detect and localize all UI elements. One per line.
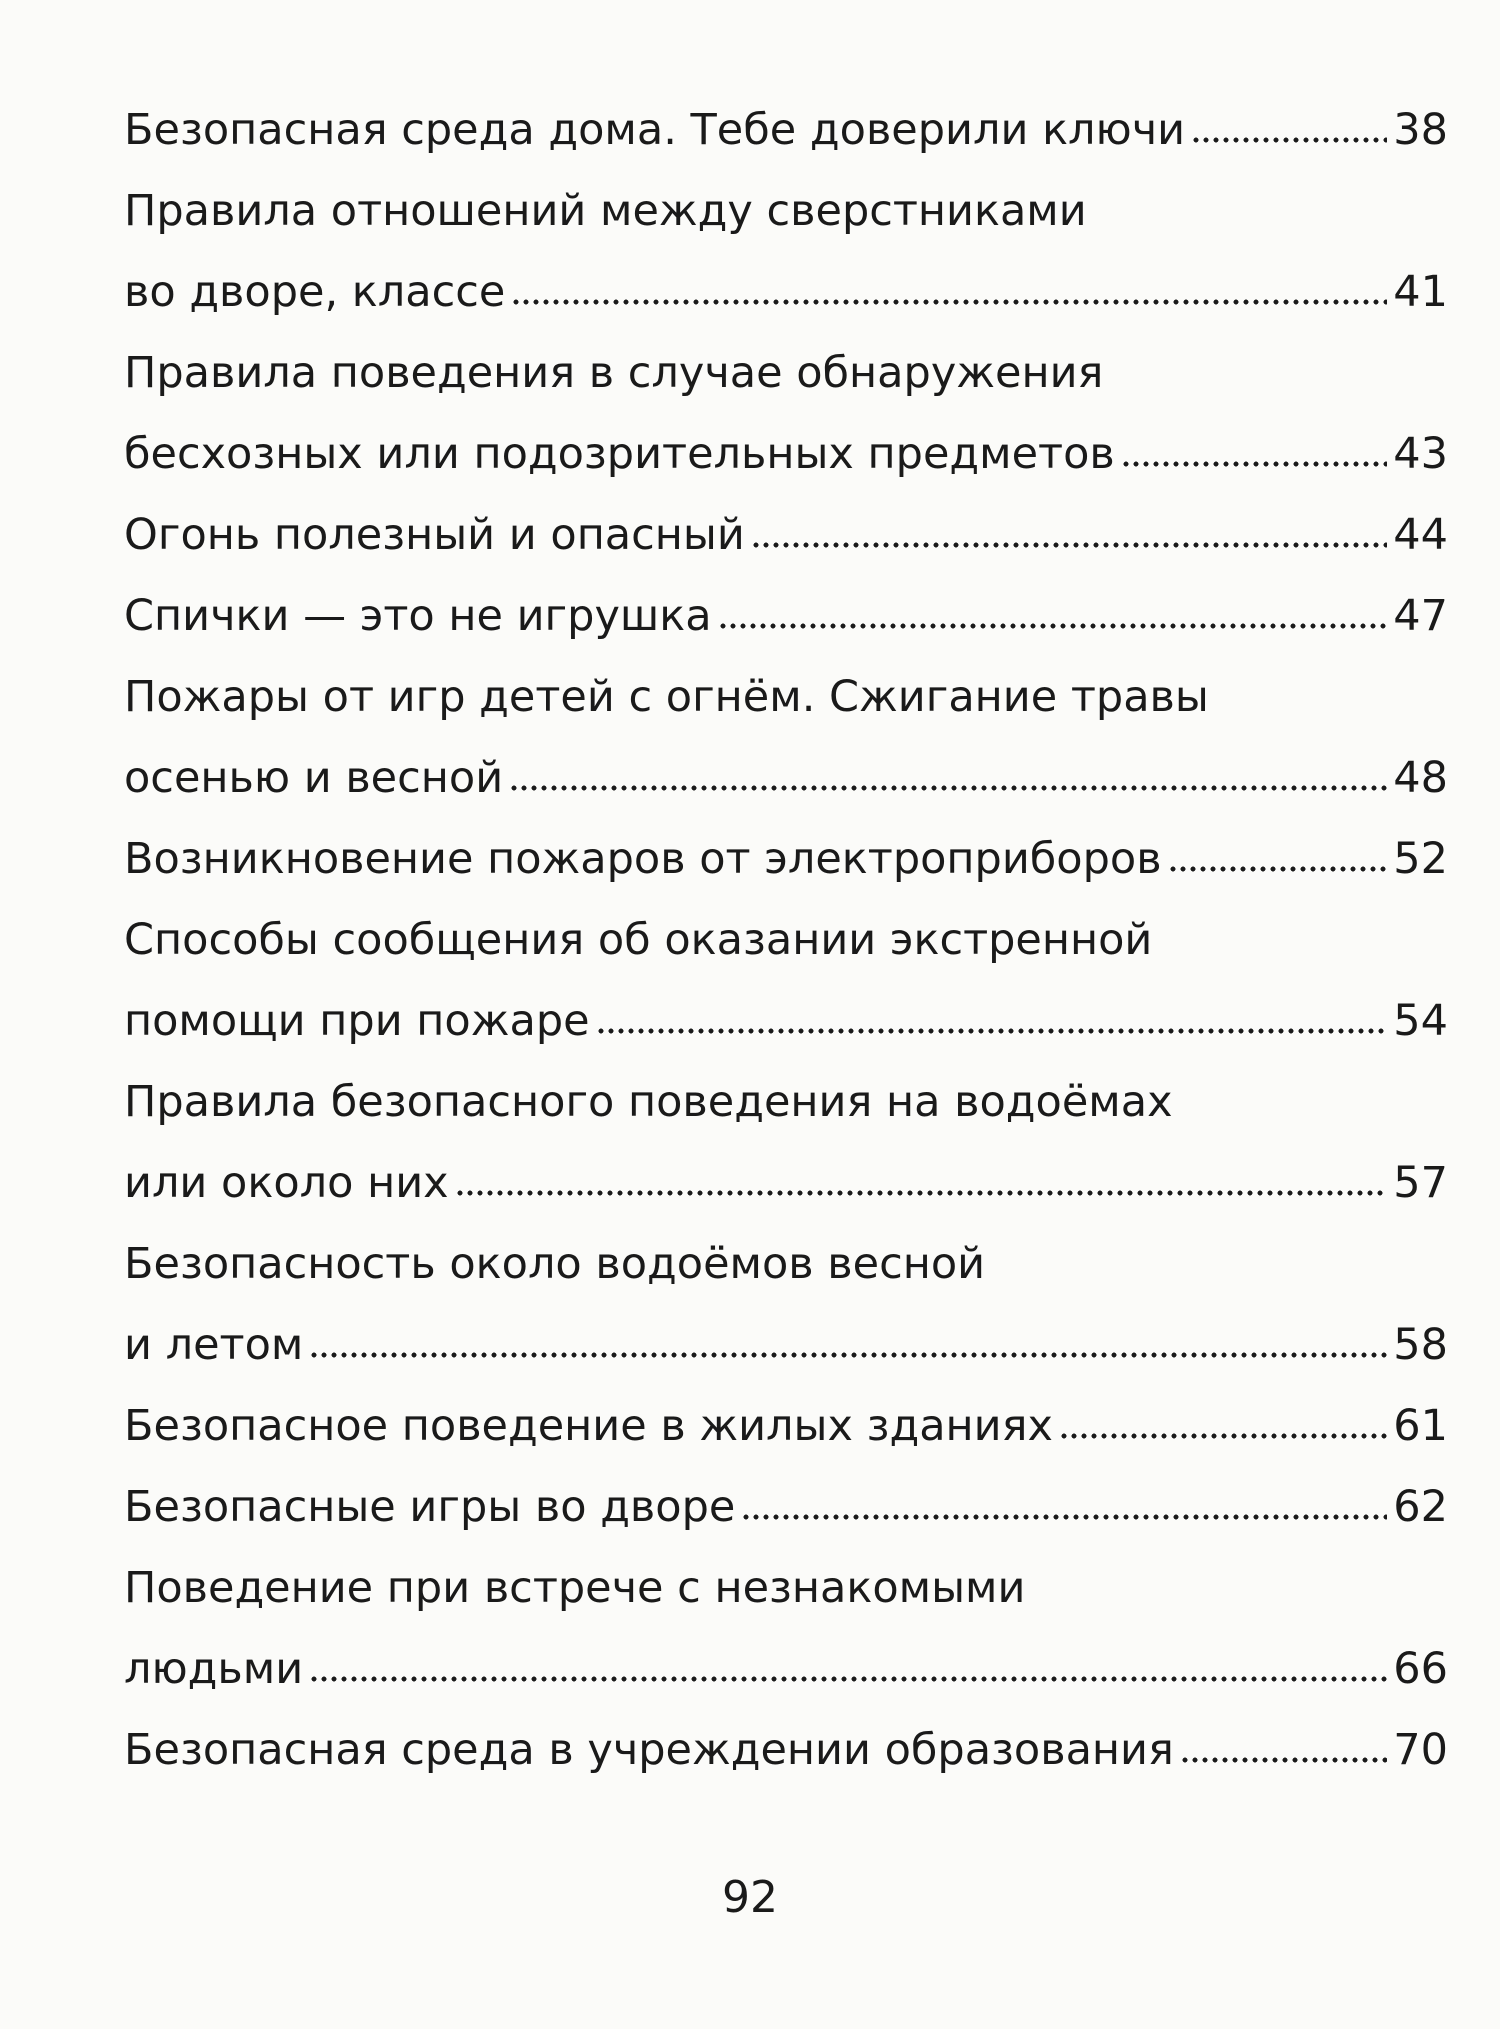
toc-entry-title: Пожары от игр детей с огнём. Сжигание травы [124, 672, 1209, 722]
toc-entry-line [124, 1305, 1448, 1386]
toc-page-number: 66 [1393, 1644, 1448, 1694]
toc-entry-title: или около них [124, 1158, 449, 1208]
toc-entry-line [124, 981, 1448, 1062]
toc-entry-title: бесхозных или подозрительных предметов [124, 429, 1115, 479]
dot-leader [309, 1673, 1387, 1685]
toc-entry-line [124, 1548, 1448, 1629]
toc-entry[interactable] [124, 1548, 1448, 1710]
toc-entry[interactable] [124, 819, 1448, 900]
toc-entry-title: Огонь полезный и опасный [124, 510, 745, 560]
toc-page-number: 38 [1393, 105, 1448, 155]
dot-leader [509, 782, 1387, 794]
toc-entry-title: Правила поведения в случае обнаружения [124, 348, 1104, 398]
toc-entry[interactable] [124, 576, 1448, 657]
dot-leader [1191, 134, 1387, 146]
toc-entry-title: осенью и весной [124, 753, 504, 803]
toc-entry-line [124, 1467, 1448, 1548]
dot-leader [1121, 458, 1388, 470]
toc-entry-line [124, 576, 1448, 657]
toc-entry-title: и летом [124, 1320, 304, 1370]
toc-entry-title: Безопасность около водоёмов весной [124, 1239, 986, 1289]
toc-entry-title: Возникновение пожаров от электроприборов [124, 834, 1162, 884]
toc-entry[interactable] [124, 1467, 1448, 1548]
toc-page-number: 57 [1393, 1158, 1448, 1208]
toc-entry[interactable] [124, 495, 1448, 576]
toc-entry-line [124, 252, 1448, 333]
toc-entry-line [124, 738, 1448, 819]
toc-entry-line [124, 1224, 1448, 1305]
toc-entry[interactable] [124, 1062, 1448, 1224]
dot-leader [1180, 1754, 1387, 1766]
toc-entry-line [124, 1386, 1448, 1467]
toc-entry-title: помощи при пожаре [124, 996, 590, 1046]
page-number: 92 [722, 1872, 778, 1923]
toc-page-number: 52 [1393, 834, 1448, 884]
toc-entry-title: Безопасное поведение в жилых зданиях [124, 1401, 1053, 1451]
toc-entry[interactable] [124, 900, 1448, 1062]
toc-entry-title: Безопасная среда дома. Тебе доверили ключи [124, 105, 1186, 155]
toc-entry-title: Способы сообщения об оказании экстренной [124, 915, 1153, 965]
toc-page-number: 58 [1393, 1320, 1448, 1370]
dot-leader [596, 1025, 1388, 1037]
dot-leader [1168, 863, 1388, 875]
toc-entry-title: во дворе, классе [124, 267, 506, 317]
toc-entry-line [124, 819, 1448, 900]
toc-page-number: 48 [1393, 753, 1448, 803]
dot-leader [455, 1187, 1388, 1199]
toc-page-number: 44 [1393, 510, 1448, 560]
toc-entry[interactable] [124, 1710, 1448, 1791]
toc-entry-line [124, 495, 1448, 576]
toc-entry-line [124, 1629, 1448, 1710]
toc-entry[interactable] [124, 171, 1448, 333]
toc-entry[interactable] [124, 333, 1448, 495]
dot-leader [751, 539, 1387, 551]
toc-entry-line [124, 657, 1448, 738]
toc-entry-line [124, 414, 1448, 495]
toc-entry-title: Поведение при встрече с незнакомыми [124, 1563, 1026, 1613]
toc-entry-line [124, 1710, 1448, 1791]
toc-entry-line [124, 900, 1448, 981]
toc-page-number: 43 [1393, 429, 1448, 479]
toc-entry-title: Безопасная среда в учреждении образования [124, 1725, 1174, 1775]
toc-entry-title: Правила безопасного поведения на водоёмах [124, 1077, 1173, 1127]
dot-leader [511, 296, 1387, 308]
dot-leader [741, 1511, 1387, 1523]
toc-page-number: 70 [1393, 1725, 1448, 1775]
toc-entry-line [124, 333, 1448, 414]
dot-leader [309, 1349, 1387, 1361]
toc-entry-line [124, 1143, 1448, 1224]
toc-entry[interactable] [124, 90, 1448, 171]
toc-page-number: 41 [1393, 267, 1448, 317]
dot-leader [718, 620, 1388, 632]
toc-entry-line [124, 90, 1448, 171]
dot-leader [1059, 1430, 1387, 1442]
toc-entry[interactable] [124, 1224, 1448, 1386]
toc-page-number: 54 [1393, 996, 1448, 1046]
toc-page-number: 62 [1393, 1482, 1448, 1532]
toc-entry-title: Безопасные игры во дворе [124, 1482, 736, 1532]
toc-entry-title: Спички — это не игрушка [124, 591, 712, 641]
toc-entry-title: Правила отношений между сверстниками [124, 186, 1087, 236]
toc-page-number: 47 [1393, 591, 1448, 641]
toc-page-number: 61 [1393, 1401, 1448, 1451]
toc-entry-line [124, 171, 1448, 252]
toc-entry[interactable] [124, 1386, 1448, 1467]
toc-entry[interactable] [124, 657, 1448, 819]
toc-entry-line [124, 1062, 1448, 1143]
toc-entry-title: людьми [124, 1644, 304, 1694]
